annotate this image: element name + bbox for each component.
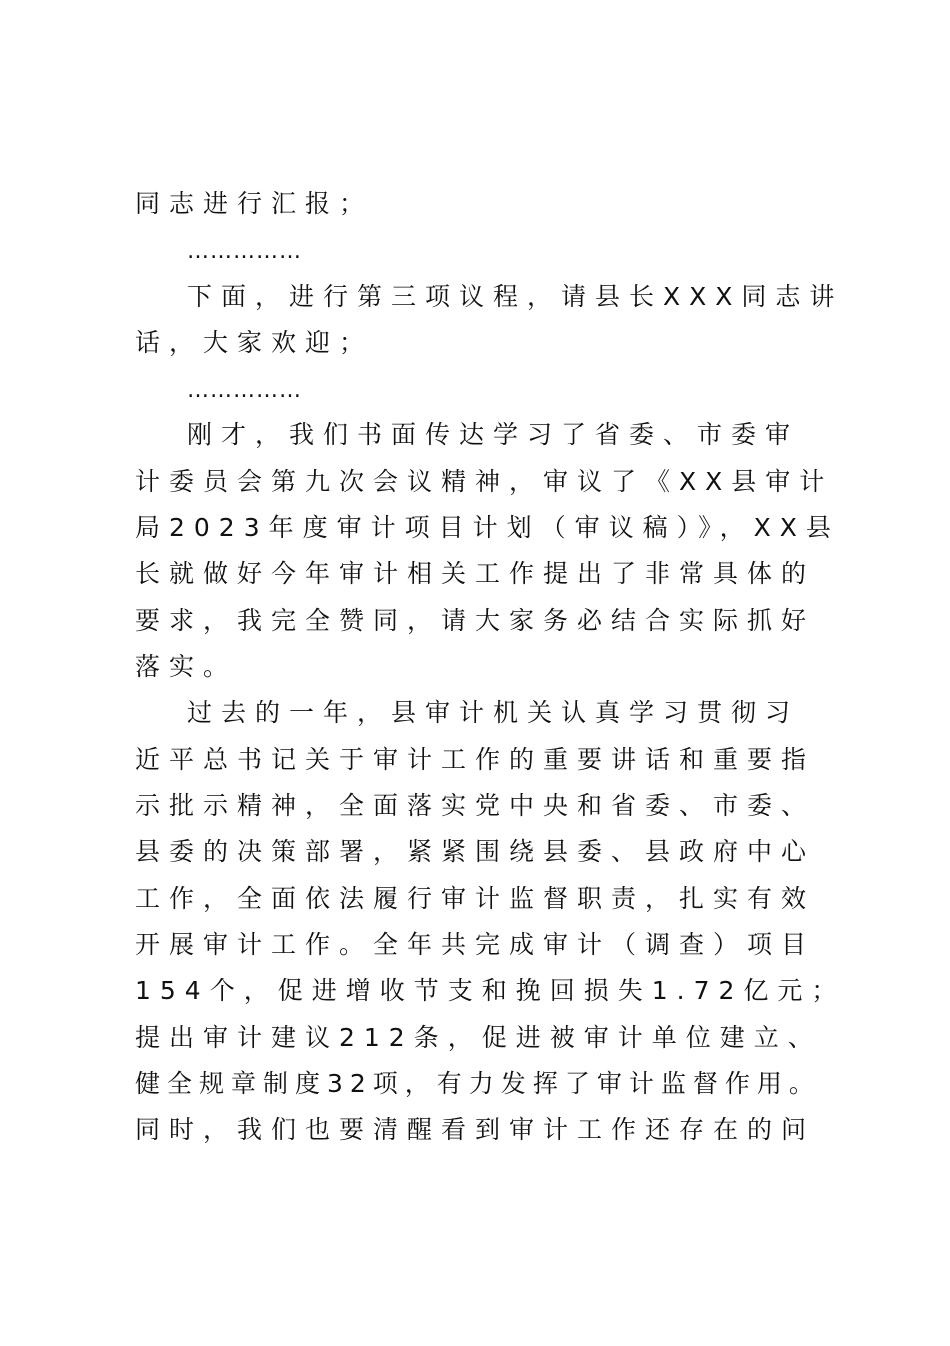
text-line: 同志进行汇报；: [135, 189, 374, 218]
text-line: 县委的决策部署，紧紧围绕县委、县政府中心: [135, 837, 816, 866]
text-line: 同时，我们也要清醒看到审计工作还存在的问: [135, 1115, 816, 1144]
text-line: 近平总书记关于审计工作的重要讲话和重要指: [135, 745, 816, 774]
text-line: 健全规章制度32项，有力发挥了审计监督作用。: [135, 1069, 821, 1098]
text-line: 154个，促进增收节支和挽回损失1.72亿元；: [135, 976, 846, 1005]
text-line: 话，大家欢迎；: [135, 328, 374, 357]
text-line: 示批示精神，全面落实党中央和省委、市委、: [135, 791, 816, 820]
text-line: 落实。: [135, 652, 238, 681]
text-line: 要求，我完全赞同，请大家务必结合实际抓好: [135, 606, 816, 635]
ellipsis-line: ……………: [187, 378, 302, 403]
paragraph-start-line: 下面，进行第三项议程，请县长XXX同志讲: [187, 282, 844, 311]
text-line: 工作，全面依法履行审计监督职责，扎实有效: [135, 884, 816, 913]
text-line: 局2023年度审计项目计划（审议稿）》，XX县: [135, 513, 840, 542]
text-line: 开展审计工作。全年共完成审计（调查）项目: [135, 930, 816, 959]
text-line: 长就做好今年审计相关工作提出了非常具体的: [135, 559, 816, 588]
paragraph-start-line: 刚才，我们书面传达学习了省委、市委审: [187, 420, 800, 449]
text-line: 提出审计建议212条，促进被审计单位建立、: [135, 1023, 822, 1052]
text-line: 计委员会第九次会议精神，审议了《XX县审计: [135, 467, 834, 496]
paragraph-start-line: 过去的一年，县审计机关认真学习贯彻习: [187, 698, 800, 727]
ellipsis-line: ……………: [187, 239, 302, 264]
